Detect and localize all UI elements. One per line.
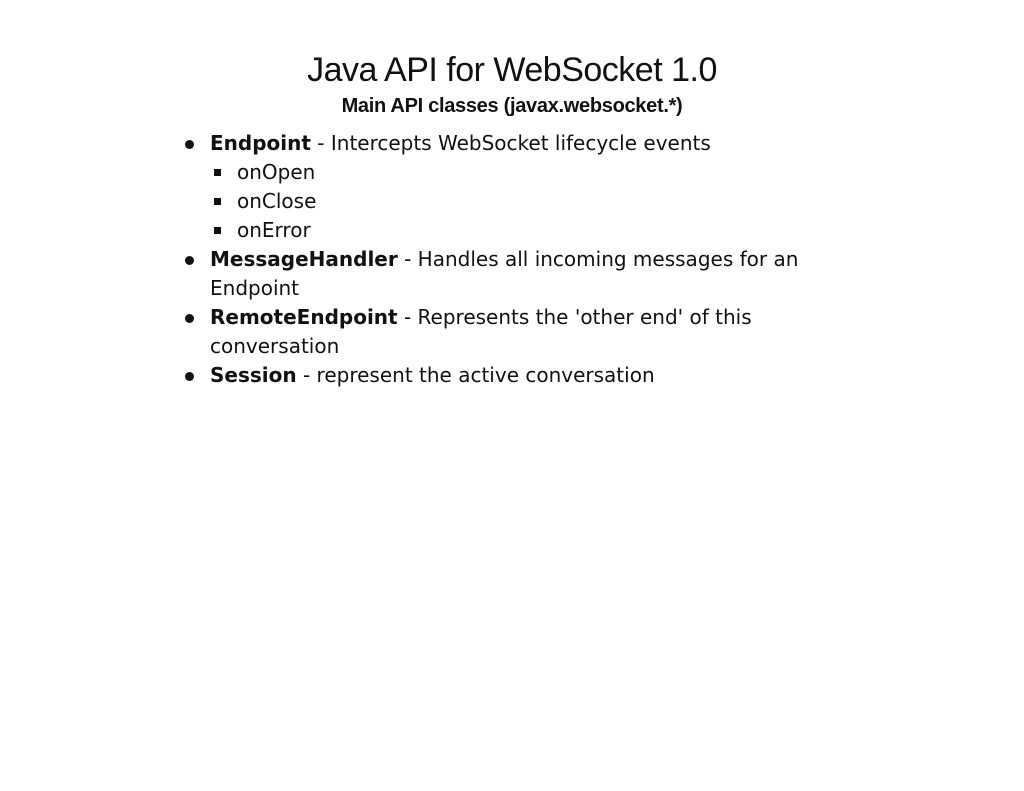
description-remoteendpoint: - Represents the 'other end' of this conversation [210, 305, 752, 358]
list-item-endpoint [180, 129, 830, 245]
list-item-remoteendpoint [180, 303, 830, 361]
sub-item-onopen: onOpen [210, 158, 830, 187]
term-remoteendpoint: RemoteEndpoint [210, 305, 398, 329]
sub-item-onclose: onClose [210, 187, 830, 216]
term-endpoint: Endpoint [210, 131, 311, 155]
term-messagehandler: MessageHandler [210, 247, 398, 271]
term-session: Session [210, 363, 297, 387]
description-session: - represent the active conversation [296, 363, 655, 387]
slide-title: Java API for WebSocket 1.0 [307, 51, 717, 89]
list-item-session [180, 361, 830, 390]
slide-subtitle: Main API classes (javax.websocket.*) [341, 95, 683, 117]
description-endpoint: - Intercepts WebSocket lifecycle events [310, 131, 711, 155]
slide-content [180, 129, 830, 390]
bullet-list [180, 129, 830, 390]
sub-bullet-list [210, 158, 830, 245]
description-messagehandler: - Handles all incoming messages for an Endpoint [210, 247, 799, 300]
list-item-messagehandler [180, 245, 830, 303]
sub-item-onerror: onError [210, 216, 830, 245]
